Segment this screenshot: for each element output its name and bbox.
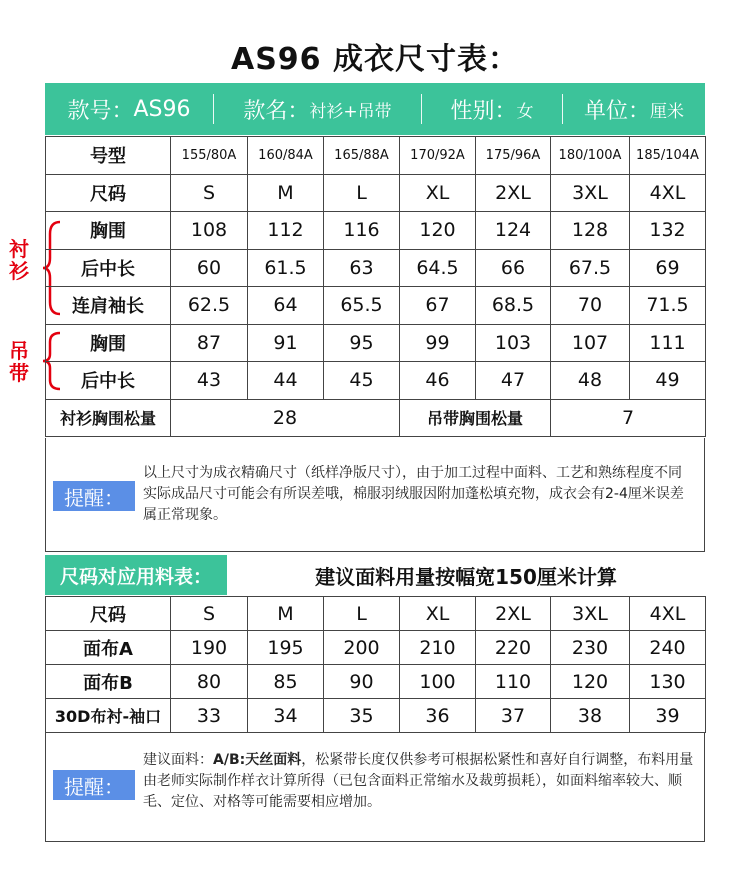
size-cell: L [324,597,400,631]
value-cell: 112 [248,212,324,250]
style-no [45,83,213,135]
notice-badge: 提醒： [53,481,135,511]
table-row [46,362,706,400]
fabric-section-bar [45,555,705,595]
model-cell: 170/92A [400,137,476,175]
model-cell: 180/100A [551,137,630,175]
value-cell: 128 [551,212,630,250]
value-cell: 130 [630,665,706,699]
style-name [214,83,421,135]
style-name-value: 衬衫+吊带 [309,101,392,122]
value-cell: 116 [324,212,400,250]
notice-box [45,438,705,552]
value-cell: 64.5 [400,249,476,287]
notice-text [143,750,699,813]
value-cell: 34 [248,699,324,733]
shirt-side-label: 衬衫 [9,237,29,283]
notice-box [45,732,705,842]
value-cell: 66 [476,249,551,287]
value-cell: 120 [551,665,630,699]
model-cell: 165/88A [324,137,400,175]
size-cell: 3XL [551,174,630,212]
fabric-a-label: 面布A [46,631,171,665]
value-cell: 80 [171,665,248,699]
value-cell: 39 [630,699,706,733]
fabric-section-subtitle: 建议面料用量按幅宽150厘米计算 [315,564,617,589]
notice-text-prefix: 建议面料： [143,752,213,768]
fabric-table [45,596,706,733]
value-cell: 240 [630,631,706,665]
unit-label: 单位： [583,98,650,124]
fabric-size-label: 尺码 [46,597,171,631]
fabric-section-title: 尺码对应用料表： [45,555,227,595]
value-cell: 67 [400,287,476,325]
gender [422,83,562,135]
value-cell: 220 [476,631,551,665]
value-cell: 87 [171,324,248,362]
size-cell: 4XL [630,174,706,212]
size-cell: 4XL [630,597,706,631]
value-cell: 124 [476,212,551,250]
header-divider [213,94,214,124]
size-cell: XL [400,597,476,631]
size-cell: 3XL [551,597,630,631]
cami-chest-label: 胸围 [46,324,171,362]
cami-back-length-label: 后中长 [46,362,171,400]
value-cell: 62.5 [171,287,248,325]
gender-label: 性别： [450,98,517,124]
cami-ease-label: 吊带胸围松量 [400,399,551,437]
value-cell: 35 [324,699,400,733]
value-cell: 37 [476,699,551,733]
notice-badge: 提醒： [53,770,135,800]
table-row [46,249,706,287]
unit-value: 厘米 [650,101,684,122]
table-row [46,597,706,631]
table-row [46,399,706,437]
value-cell: 69 [630,249,706,287]
size-cell: L [324,174,400,212]
value-cell: 91 [248,324,324,362]
size-row-label: 尺码 [46,174,171,212]
gender-value: 女 [516,101,534,122]
value-cell: 61.5 [248,249,324,287]
value-cell: 110 [476,665,551,699]
style-no-label: 款号： [67,98,134,124]
table-row [46,287,706,325]
value-cell: 85 [248,665,324,699]
value-cell: 90 [324,665,400,699]
style-name-label: 款名： [243,98,310,124]
value-cell: 103 [476,324,551,362]
size-table [45,136,706,437]
value-cell: 44 [248,362,324,400]
model-cell: 185/104A [630,137,706,175]
model-cell: 175/96A [476,137,551,175]
value-cell: 48 [551,362,630,400]
value-cell: 190 [171,631,248,665]
value-cell: 38 [551,699,630,733]
shirt-ease-value: 28 [171,399,400,437]
value-cell: 111 [630,324,706,362]
shirt-back-length-label: 后中长 [46,249,171,287]
notice-text: 以上尺寸为成衣精确尺寸（纸样净版尺寸），由于加工过程中面料、工艺和熟练程度不同实际成品尺寸可能会有所误差哦，棉服羽绒服因附加蓬松填充物，成衣会有2-4厘米误差属正常现象。 [143,465,684,523]
value-cell: 64 [248,287,324,325]
table-row [46,665,706,699]
header-divider [421,94,422,124]
model-cell: 155/80A [171,137,248,175]
shirt-ease-label: 衬衫胸围松量 [46,399,171,437]
value-cell: 68.5 [476,287,551,325]
value-cell: 49 [630,362,706,400]
size-cell: S [171,597,248,631]
value-cell: 230 [551,631,630,665]
header-bar [45,83,705,135]
value-cell: 100 [400,665,476,699]
value-cell: 46 [400,362,476,400]
notice-text-bold: A/B:天丝面料 [213,752,302,768]
value-cell: 99 [400,324,476,362]
value-cell: 67.5 [551,249,630,287]
table-row [46,324,706,362]
notice-text-rest: ，松紧带长度仅供参考可根据松紧性和喜好自行调整，布料用量由老师实际制作样衣计算所得（已包含面料正常缩水及裁剪损耗），如面料缩率较大、顺毛、定位、对格等可能需要相应增加。 [143,752,694,810]
page-title: AS96 成衣尺寸表： [230,42,520,77]
table-row [46,212,706,250]
table-row [46,699,706,733]
value-cell: 33 [171,699,248,733]
value-cell: 70 [551,287,630,325]
size-cell: S [171,174,248,212]
value-cell: 95 [324,324,400,362]
table-row [46,631,706,665]
value-cell: 120 [400,212,476,250]
value-cell: 71.5 [630,287,706,325]
value-cell: 60 [171,249,248,287]
value-cell: 45 [324,362,400,400]
unit [563,83,705,135]
shirt-chest-label: 胸围 [46,212,171,250]
fabric-b-label: 面布B [46,665,171,699]
value-cell: 107 [551,324,630,362]
value-cell: 63 [324,249,400,287]
value-cell: 36 [400,699,476,733]
value-cell: 210 [400,631,476,665]
value-cell: 43 [171,362,248,400]
cami-side-label: 吊带 [9,339,29,385]
value-cell: 65.5 [324,287,400,325]
size-cell: XL [400,174,476,212]
size-cell: M [248,174,324,212]
table-row [46,137,706,175]
shirt-sleeve-label: 连肩袖长 [46,287,171,325]
size-cell: M [248,597,324,631]
cami-ease-value: 7 [551,399,706,437]
value-cell: 132 [630,212,706,250]
header-divider [562,94,563,124]
value-cell: 47 [476,362,551,400]
model-cell: 160/84A [248,137,324,175]
size-cell: 2XL [476,597,551,631]
value-cell: 195 [248,631,324,665]
size-cell: 2XL [476,174,551,212]
value-cell: 200 [324,631,400,665]
style-no-value: AS96 [133,96,191,122]
value-cell: 108 [171,212,248,250]
table-row [46,174,706,212]
model-row-label: 号型 [46,137,171,175]
interlining-label: 30D布衬-袖口 [46,699,171,733]
